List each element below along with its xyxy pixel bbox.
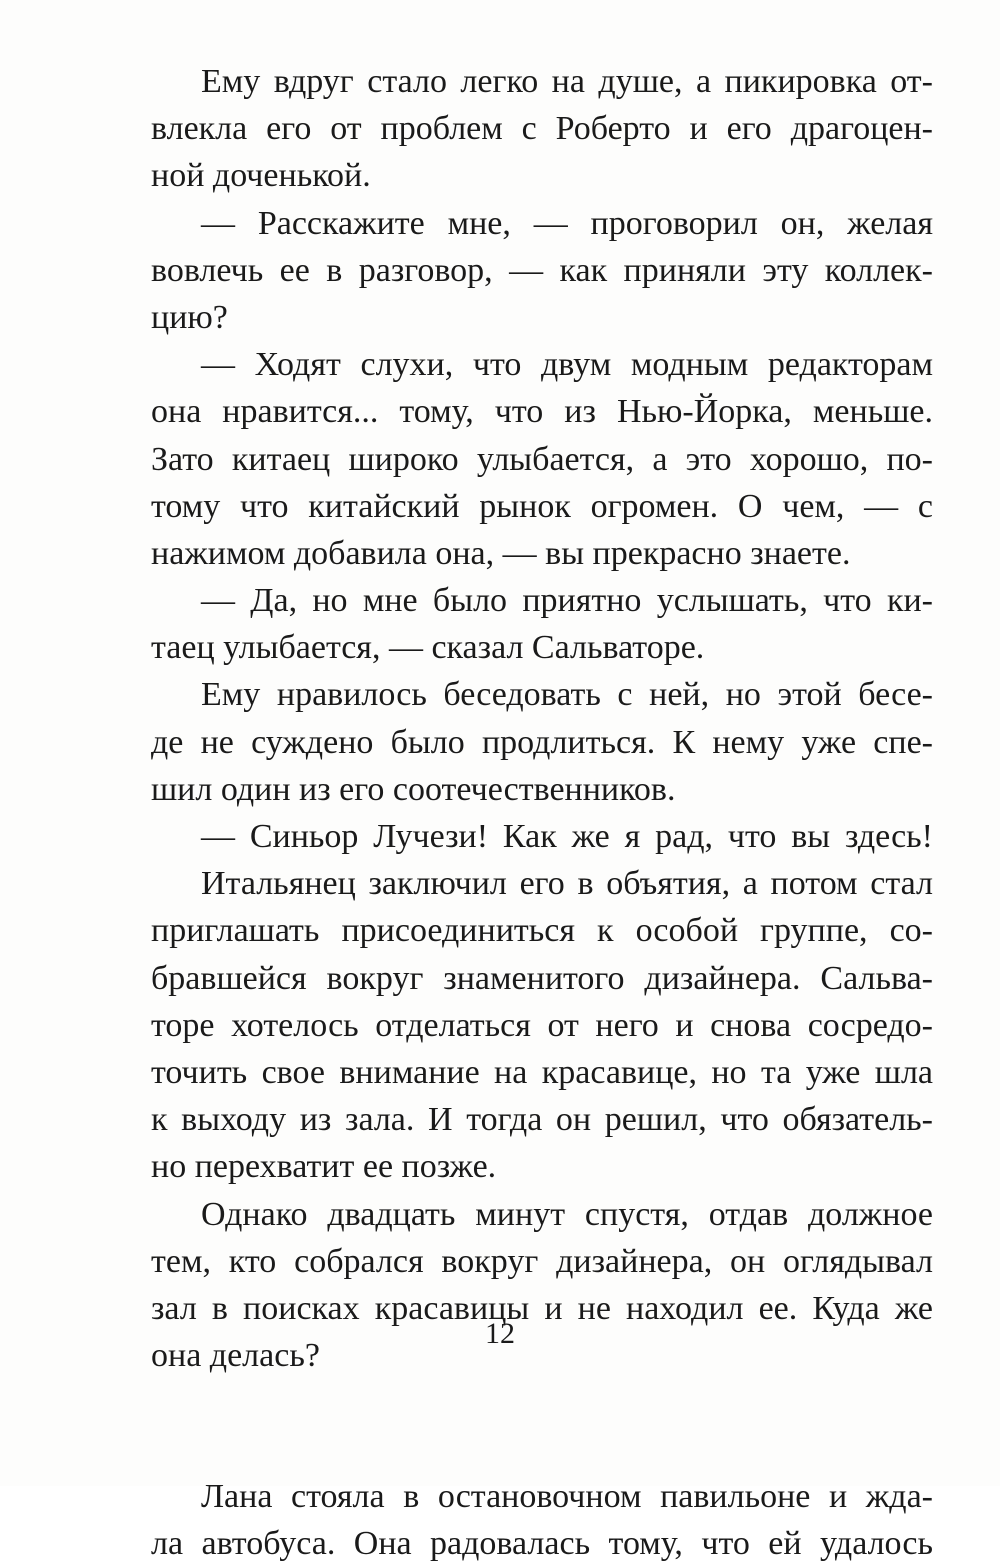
text-line: к выходу из зала. И тогда он решил, что обязатель- <box>151 1101 933 1139</box>
text-line: — Да, но мне было приятно услышать, что ки- <box>201 582 933 620</box>
text-line: — Расскажите мне, — проговорил он, желая <box>201 204 933 242</box>
text-line: влекла его от проблем с Роберто и его драгоцен- <box>151 110 933 148</box>
text-line: тем, кто собрался вокруг дизайнера, он оглядывал <box>151 1242 933 1280</box>
text-line: приглашать присоединиться к особой группе, со- <box>151 912 933 950</box>
text-line: Однако двадцать минут спустя, отдав должное <box>201 1195 933 1233</box>
text-line: Лана стояла в остановочном павильоне и ждa- <box>201 1478 933 1516</box>
text-line: Ему вдруг стало легко на душе, а пикировка от- <box>201 63 933 100</box>
text-line: таец улыбается, — сказал Сальваторе. <box>151 629 705 667</box>
text-line: тому что китайский рынок огромен. О чем, — с <box>151 487 933 525</box>
text-line: зал в поисках красавицы и не находил ее. Куда же <box>151 1289 933 1327</box>
text-line: ла автобуса. Она радовалась тому, что ей удалось <box>151 1525 933 1563</box>
text-line: вовлечь ее в разговор, — как приняли эту коллек- <box>151 251 933 289</box>
text-line: Ему нравилось беседовать с ней, но этой бесе- <box>201 676 933 714</box>
text-line: нажимом добавила она, — вы прекрасно знаете. <box>151 534 851 572</box>
text-line: цию? <box>151 298 228 336</box>
text-line: — Синьор Лучези! Как же я рад, что вы здесь! <box>201 818 933 855</box>
text-line: она делась? <box>151 1337 320 1375</box>
text-line: де не суждено было продлиться. К нему уже спе- <box>151 723 933 761</box>
text-line: бравшейся вокруг знаменитого дизайнера. Сальва- <box>151 959 933 997</box>
text-line: ной доченькой. <box>151 157 371 195</box>
text-line: Зато китаец широко улыбается, а это хорошо, по- <box>151 440 933 478</box>
text-line: Итальянец заключил его в объятия, а потом стал <box>201 865 933 903</box>
text-line: торе хотелось отделаться от него и снова сосредо- <box>151 1006 933 1044</box>
text-line: — Ходят слухи, что двум модным редакторам <box>201 346 933 384</box>
section-break <box>151 1379 933 1473</box>
text-line: она нравится... тому, что из Нью-Йорка, меньше. <box>151 393 933 431</box>
text-line: точить свое внимание на красавице, но та уже шла <box>151 1053 933 1091</box>
page-number: 12 <box>485 1317 515 1350</box>
text-line: но перехватит ее позже. <box>151 1148 497 1186</box>
text-line: шил один из его соотечественников. <box>151 770 676 808</box>
